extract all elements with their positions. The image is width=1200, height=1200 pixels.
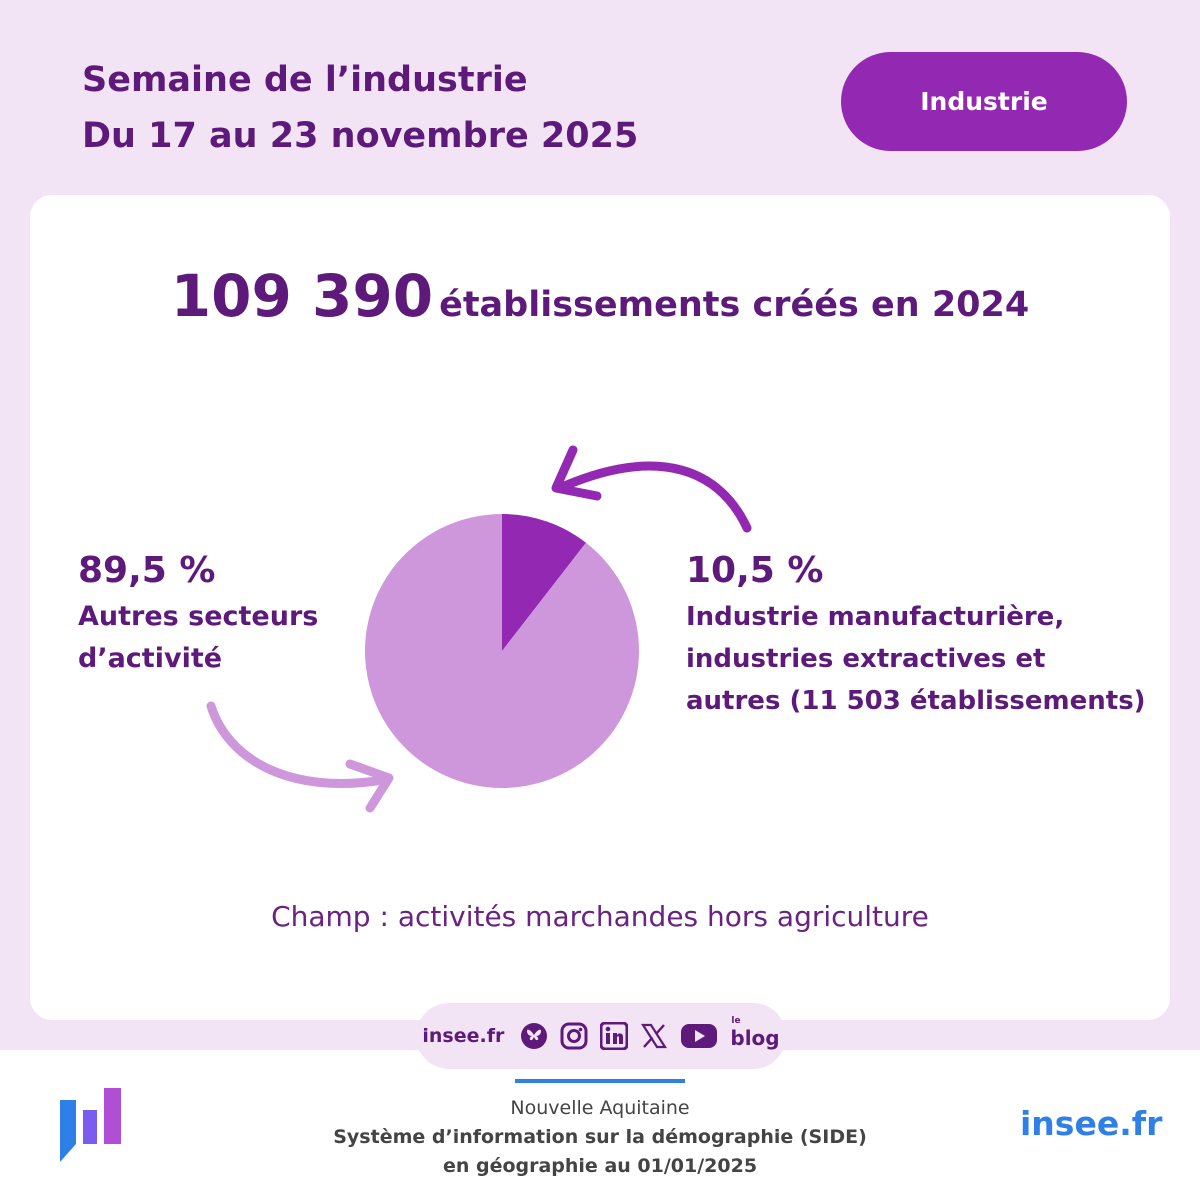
industry-desc-line-3: autres (11 503 établissements) [686,686,1146,716]
category-badge: Industrie [841,52,1127,151]
insee-logo-icon [58,1086,126,1166]
field-note: Champ : activités marchandes hors agriculture [271,900,929,933]
footer-divider [515,1079,685,1083]
industry-desc-line-1: Industrie manufacturière, [686,602,1065,632]
industry-desc-line-2: industries extractives et [686,644,1046,674]
linkedin-icon[interactable] [600,1022,628,1050]
footer-source-line-2: en géographie au 01/01/2025 [442,1155,758,1177]
headline-text: établissements créés en 2024 [439,285,1030,325]
others-percent: 89,5 % [78,550,216,591]
arrow-others-icon [211,706,389,808]
arrow-industry-icon [556,450,747,528]
pie-slices [365,514,639,788]
headline-number: 109 390 [170,262,434,330]
blog-text: blog [730,1026,780,1050]
bluesky-icon[interactable] [520,1022,548,1050]
others-label [78,546,318,680]
footer-region: Nouvelle Aquitaine [510,1097,690,1119]
others-desc-line-1: Autres secteurs [78,601,319,632]
others-desc-line-2: d’activité [78,643,223,674]
instagram-icon[interactable] [560,1022,588,1050]
youtube-icon[interactable] [680,1022,718,1050]
social-site-link[interactable]: insee.fr [422,1025,505,1047]
social-bar [416,1003,786,1069]
industry-label [686,546,1146,722]
footer-source-line-1: Système d’information sur la démographie (SIDE) [333,1126,867,1148]
insee-brand-link[interactable]: insee.fr [1020,1104,1163,1143]
x-icon[interactable] [640,1022,668,1050]
industry-percent: 10,5 % [686,550,824,591]
blog-prefix: le [731,1016,741,1026]
title-line-1: Semaine de l’industrie [82,60,528,100]
title-line-2: Du 17 au 23 novembre 2025 [82,116,639,156]
pie-slice-others [365,514,639,788]
blog-icon[interactable] [730,1016,780,1050]
